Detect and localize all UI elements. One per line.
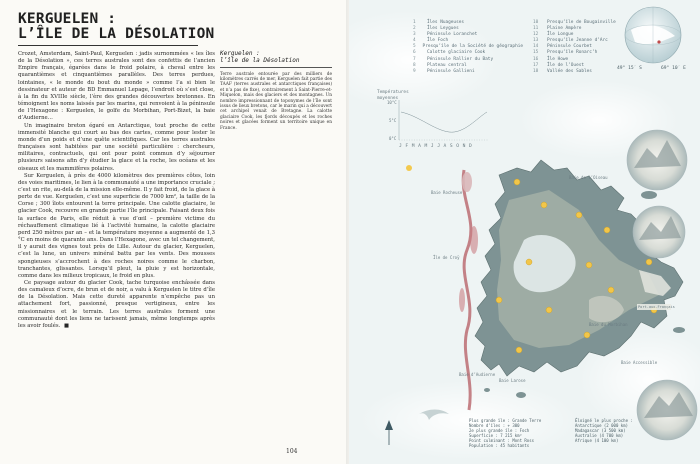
legend-item: 16 Île Howe: [533, 56, 569, 62]
sidebar-box: [220, 50, 332, 131]
map-illustration: [349, 0, 700, 464]
stat-row: 2e plus grande île : Foch: [469, 428, 530, 434]
paragraph-4-text: Ce paysage autour du glacier Cook, tache turquoise enchâssée dans des camaïeux d’ocre, de brun et de noir, a valu à Kerguelen le titre d’île de la Désolation. Mais cette dureté apparente n’empêche pas un attachement fort, passionné, presque vertigineux, entre les missionnaires et le terrain. Les terres australes forment une communauté dont les liens ne tarissent jamais, même longtemps après les avoir foulés.: [18, 280, 215, 329]
marker: [516, 347, 522, 353]
marker: [576, 212, 582, 218]
legend-item: 13 Presqu’île Jeanne d’Arc: [533, 38, 608, 44]
stat-row: Superficie : 7 215 km²: [469, 433, 522, 439]
paragraph-4: [18, 280, 215, 330]
legend-item: 4 Île Foch: [413, 38, 449, 44]
marker: [604, 227, 610, 233]
stat-row: Point culminant : Mont Ross: [469, 438, 535, 444]
sidebar-title: [220, 50, 332, 64]
legend-item: 5 Presqu’île de la Société de géographie: [413, 44, 523, 50]
small-island: [673, 327, 685, 333]
place-label: Baie d’Audierne: [459, 372, 496, 377]
temperature-label-line-2: moyennes: [377, 95, 399, 101]
temp-tick-10: 10°C: [387, 100, 397, 105]
sidebar-text: Terre australe entourée par des milliers de kilomètres carrés de mer, Kerguelen fait partie des TAAF (terres australes et antarctiques françaises) et n’a pas de fixe), contrairement à Saint-Pierre-et-Miquelon, mais des glaciers et des montagnes. Un nombre impressionnant de toponymes de l’île sont issus de lieux bretons, car le marin qui a découvert cet archipel venait de Bretagne. La calotte glaciaire Cook, les fjords découpés et les roches noires et glacées forment un territoire unique en France.: [220, 71, 332, 131]
legend-item: 2 Îles Leygues: [413, 26, 459, 32]
page-title: [18, 12, 329, 42]
page-number-left: 104: [286, 448, 298, 455]
legend-column-1: [413, 20, 523, 75]
legend-item: 9 Péninsule Gallieni: [413, 68, 475, 74]
legend-item: 8 Plateau central: [413, 62, 467, 68]
island-stats: [469, 418, 559, 449]
left-page: [0, 0, 349, 464]
marker: [584, 332, 590, 338]
marker: [496, 297, 502, 303]
marker: [586, 262, 592, 268]
place-label: Port-aux-Français: [638, 305, 675, 309]
stat-row: Nombre d’îles : + 300: [469, 423, 520, 429]
legend-item: 18 Vallée des Sables: [533, 68, 592, 74]
place-label: Baie du Morbihan: [589, 322, 628, 327]
temp-tick-5: 5°C: [389, 118, 397, 123]
stat-row: Population : 45 habitants: [469, 443, 530, 449]
small-island: [484, 388, 490, 392]
place-label: Baie de l’Oiseau: [569, 175, 608, 180]
stat-row: Madagascar (3 500 km): [575, 428, 626, 434]
title-line-1: KERGUELEN :: [18, 11, 117, 27]
marker: [546, 307, 552, 313]
location-dot: [657, 40, 660, 43]
legend-item: 6 Calotte glaciaire Cook: [413, 50, 486, 56]
temp-tick-0: 0°C: [389, 136, 397, 141]
legend-item: 7 Péninsule Rallier du Baty: [413, 56, 494, 62]
distance-stats: [575, 418, 655, 443]
legend-item: 10 Presqu’île de Bougainville: [533, 20, 616, 25]
paragraph-1: Crozet, Amsterdam, Saint-Paul, Kerguelen : jadis surnommées « les îles de la Désolation », ces terres australes sont des confettis de l’ancien Empire français, égarées dans le froid polaire, à cheval entre les quarantièmes et cinquantièmes parallèles. Des terres perdues, lointaines, « le monde du bout du monde » comme l’a si bien le dessinateur et auteur de BD Emmanuel Lepage, l’endroit où s’est close, à la fin du XVIIIe siècle, l’ère des grandes découvertes bretonnes. En témoignent les noms laissés par les marins, qui renvoient à la péninsule de l’Hexagone : Kerguelen, le golfe du Morbihan, Port-Bizet, la baie d’Audierne…: [18, 51, 215, 122]
paragraph-2: Un imaginaire breton égaré en Antarctique, tout proche de cette immensité blanche qui court au bas des cartes, comme pour lester le monde d’un poids et d’une quête scientifiques. Car les terres australes françaises sont habitées par une société particulière : chercheurs, militaires, contractuels, qui ont pour point commun d’y séjourner plusieurs saisons afin d’y étudier la glace et la roche, les océans et les oiseaux et les mammifères polaires.: [18, 122, 215, 172]
marker: [608, 287, 614, 293]
sidebar-title-line-1: Kerguelen :: [220, 50, 260, 57]
sidebar-title-line-2: l’île de la Désolation: [220, 57, 300, 64]
temperature-label-line-1: Températures: [377, 90, 409, 95]
place-label: Baie Larose: [499, 378, 526, 383]
stat-row: Afrique (4 100 km): [575, 438, 619, 444]
longitude-label: 69° 10′ E: [661, 66, 686, 71]
marker: [406, 165, 412, 171]
main-article: [18, 51, 215, 330]
end-mark: ■: [63, 322, 69, 329]
stat-row: Australie (4 700 km): [575, 433, 624, 439]
marker: [514, 179, 520, 185]
legend-item: 17 Île de l’Ouest: [533, 62, 585, 68]
small-island: [641, 191, 657, 199]
marker: [646, 259, 652, 265]
marker: [526, 259, 532, 265]
legend-item: 11 Plaine Ampère: [533, 26, 582, 32]
place-label: Baie Rocheuse: [431, 190, 463, 195]
legend-item: 15 Presqu’île Ronarc’h: [533, 50, 598, 56]
paragraph-3: Sur Kerguelen, à près de 4000 kilomètres des premières côtes, loin des voies maritimes, le lien à la communauté a une importance cruciale ; c’est un rite, au-delà de la mission elle-même. Il y fait froid, de la glace à perte de vue. Kerguelen, c’est une superficie de 7000 km², la taille de la Corse ; 300 îlots entourent la terre principale. Une calotte glaciaire, le glacier Cook, recouvre en grande partie l’île principale. Faisant deux fois la surface de Paris, elle réduit à vue d’œil – première victime du réchauffement climatique lié à l’activité humaine, la calotte glaciaire perd 250 mètres par an – et la température moyenne a augmenté de 1,3 °C en moins de quarante ans. Dans l’Hexagone, avec un tel changement, il y aurait des vignes tout près de Lille. Autour du glacier, Kerguelen, c’est la lune, un univers minéral battu par les vents. Des mousses spongieuses s’accrochent à des roches noires comme le charbon, tranchantes, glissantes. Lorsqu’il pleut, la pluie y est horizontale, comme dans les milieux tropicaux, le froid en plus.: [18, 172, 215, 279]
stat-row: Éloigné le plus proche :: [575, 418, 633, 423]
title-rule: [18, 45, 198, 46]
marker: [541, 202, 547, 208]
month-axis: JFMAMJJASOND: [399, 144, 476, 149]
legend-item: 1 Îles Nuageuses: [413, 20, 465, 25]
place-label: Île de Croÿ: [433, 255, 460, 260]
stat-row: Plus grande île : Grande Terre: [469, 418, 542, 423]
legend-item: 14 Péninsule Courbet: [533, 44, 592, 50]
legend-column-2: [533, 20, 643, 75]
legend-item: 3 Péninsule Loranchet: [413, 32, 478, 38]
stat-row: Antarctique (2 000 km): [575, 423, 628, 429]
right-page: [349, 0, 700, 464]
sidebar-rule: [220, 67, 332, 68]
place-label: Baie Accessible: [621, 360, 658, 365]
title-line-2: L’ÎLE DE LA DÉSOLATION: [18, 26, 215, 42]
legend-item: 12 Île Longue: [533, 32, 574, 38]
latitude-label: 49° 15′ S: [617, 66, 642, 71]
small-island: [516, 392, 526, 398]
